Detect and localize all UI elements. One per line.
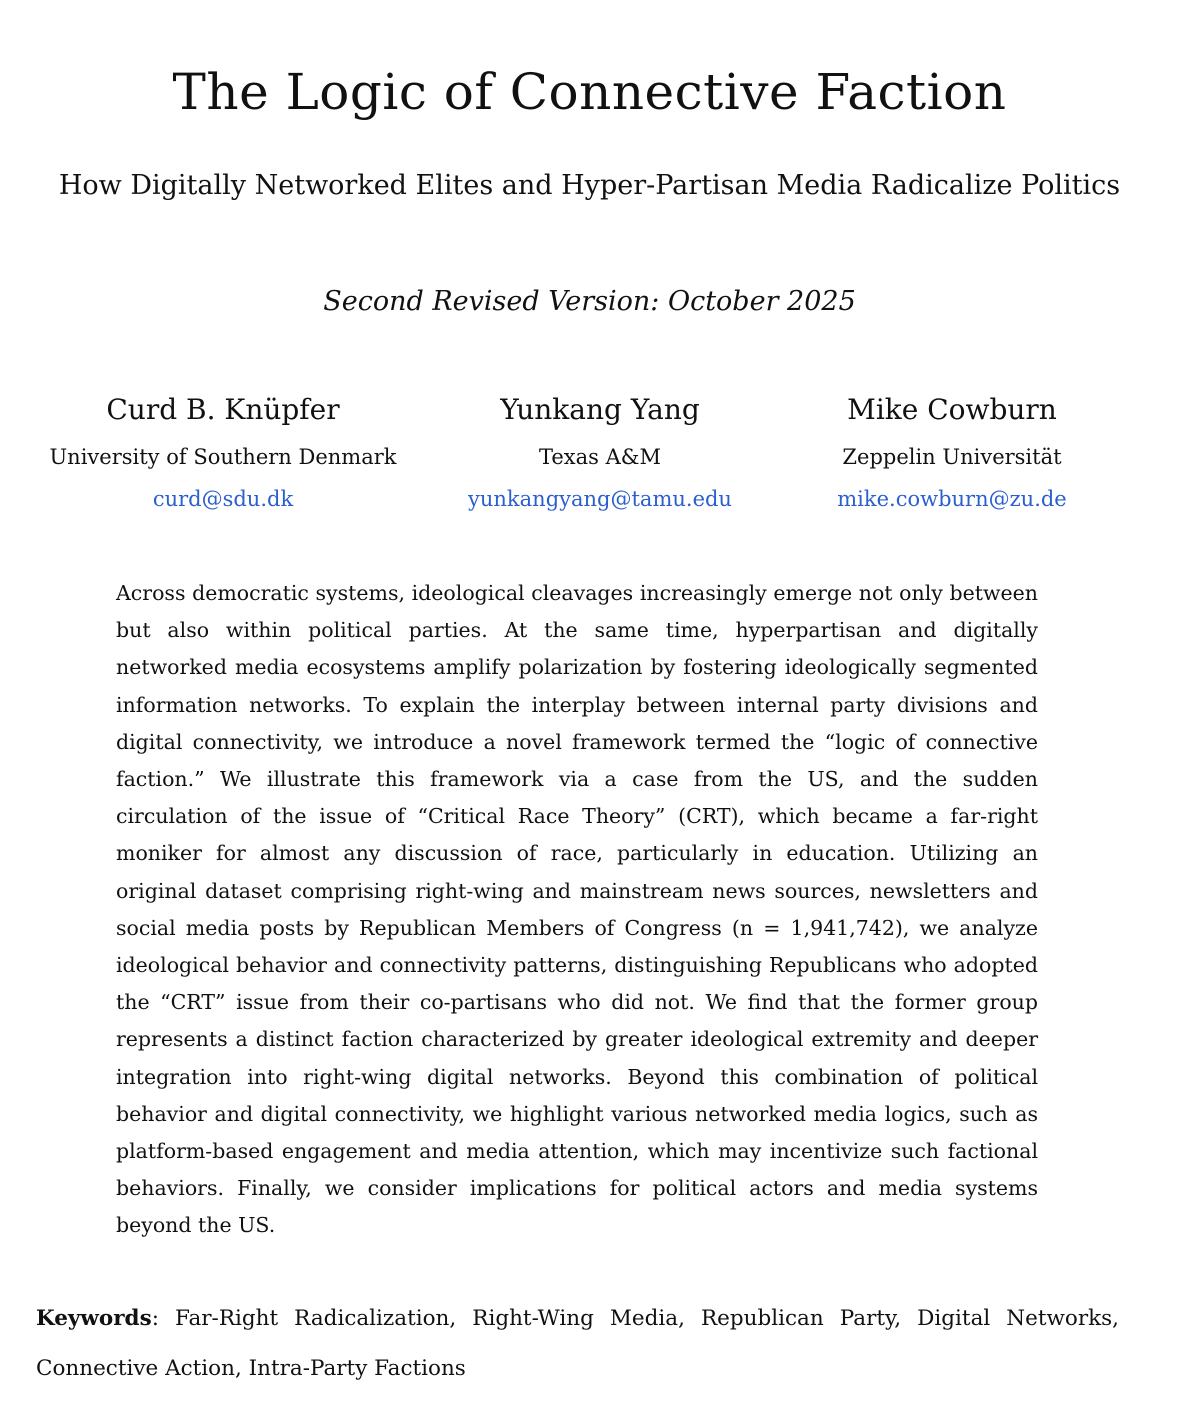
paper-title: The Logic of Connective Faction (172, 63, 1007, 121)
paper-subtitle: How Digitally Networked Elites and Hyper-Partisan Media Radicalize Politics (58, 170, 1121, 201)
keywords-separator: : (151, 1306, 175, 1331)
author-name: Mike Cowburn (847, 393, 1057, 426)
abstract-text: Across democratic systems, ideological cleavages increasingly emerge not only between but also within political parties. At the same time, hyperpartisan and digitally networked media ecosystems amplify polarization by fostering ideologically segmented information networks. To explain the interplay between internal party divisions and digital connectivity, we introduce a novel framework termed the “logic of connective faction.” We illustrate this framework via a case from the US, and the sudden circulation of the issue of “Critical Race Theory” (CRT), which became a far-right moniker for almost any discussion of race, particularly in education. Utilizing an original dataset comprising right-wing and mainstream news sources, newsletters and social media posts by Republican Members of Congress (n = 1,941,742), we analyze ideological behavior and connectivity patterns, distinguishing Republicans who adopted the “CRT” issue from their co-partisans who did not. We find that the former group represents a distinct faction characterized by greater ideological extremity and deeper integration into right-wing digital networks. Beyond this combination of political behavior and digital connectivity, we highlight various networked media logics, such as platform-based engagement and media attention, which may incentivize such factional behaviors. Finally, we consider implications for political actors and media systems beyond the US. (116, 581, 1038, 1238)
author-affiliation: Texas A&M (539, 445, 661, 469)
author-1 (23, 392, 423, 514)
version-note: Second Revised Version: October 2025 (323, 286, 856, 317)
keywords-label: Keywords (36, 1306, 152, 1331)
author-email-link[interactable]: mike.cowburn@zu.de (837, 487, 1067, 511)
author-email-link[interactable]: curd@sdu.dk (152, 487, 294, 511)
author-2 (400, 392, 800, 514)
author-block (0, 392, 1179, 532)
author-affiliation: Zeppelin Universität (842, 445, 1062, 469)
author-name: Curd B. Knüpfer (106, 393, 340, 426)
author-affiliation: University of Southern Denmark (49, 445, 397, 469)
keywords-text: Far-Right Radicalization, Right-Wing Media, Republican Party, Digital Networks, Connective Action, Intra-Party Factions (36, 1306, 1119, 1381)
author-name: Yunkang Yang (500, 393, 700, 426)
keywords-line (36, 1294, 1119, 1394)
author-3 (752, 392, 1152, 514)
author-email-link[interactable]: yunkangyang@tamu.edu (468, 487, 732, 511)
